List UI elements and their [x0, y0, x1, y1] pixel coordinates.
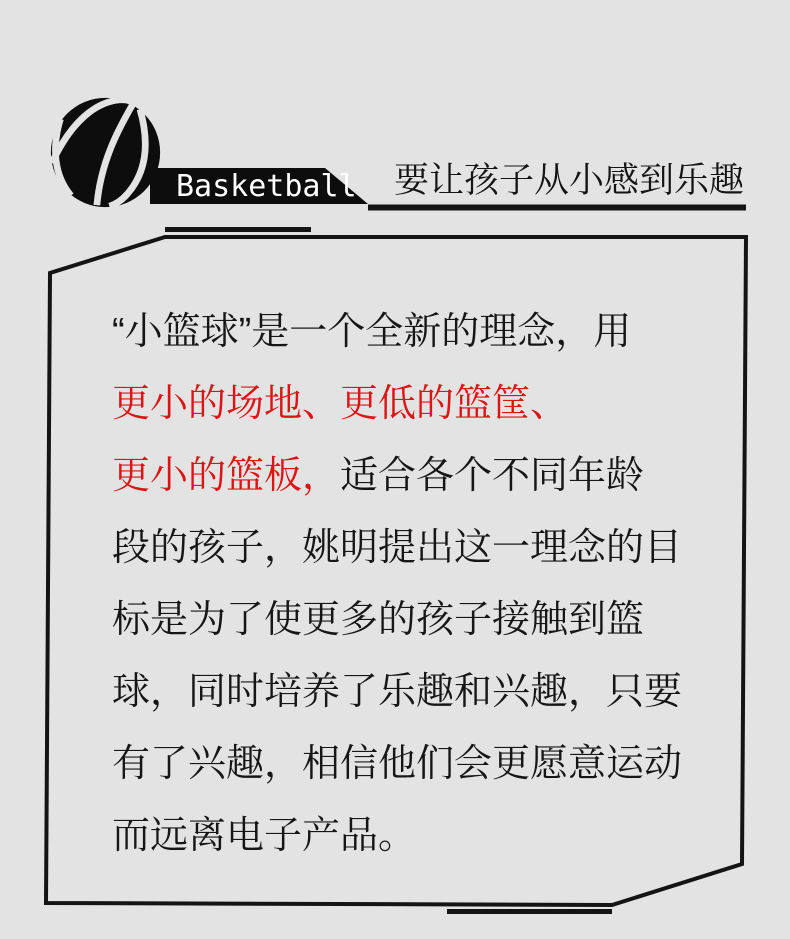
paragraph-line: [112, 728, 732, 800]
text-segment: “小篮球”是一个全新的理念，用: [112, 311, 632, 353]
box-bottom-accent-line: [447, 909, 612, 914]
paragraph-line: [112, 440, 732, 512]
text-segment: 适合各个不同年龄: [340, 455, 645, 497]
basketball-icon: [48, 95, 163, 210]
text-segment: 标是为了使更多的孩子接触到篮: [112, 599, 645, 641]
text-segment: 球，同时培养了乐趣和兴趣，只要: [112, 671, 683, 713]
paragraph-line: [112, 368, 732, 440]
paragraph-line: [112, 800, 732, 872]
paragraph-line: [112, 296, 732, 368]
paragraph-line: [112, 584, 732, 656]
text-segment-highlight: 更小的场地、更低的篮筐、: [112, 383, 569, 425]
headline-underline: [368, 205, 746, 211]
text-segment: 段的孩子，姚明提出这一理念的目: [112, 527, 683, 569]
box-top-accent-line: [165, 227, 311, 232]
text-segment-highlight: 更小的篮板，: [112, 455, 341, 497]
paragraph-line: [112, 512, 732, 584]
body-paragraph: [112, 296, 732, 872]
page-title: 要让孩子从小感到乐趣: [394, 161, 745, 200]
banner-label: Basketball: [176, 169, 357, 204]
text-segment: 而远离电子产品。: [112, 815, 417, 857]
paragraph-line: [112, 656, 732, 728]
text-segment: 有了兴趣，相信他们会更愿意运动: [112, 743, 683, 785]
